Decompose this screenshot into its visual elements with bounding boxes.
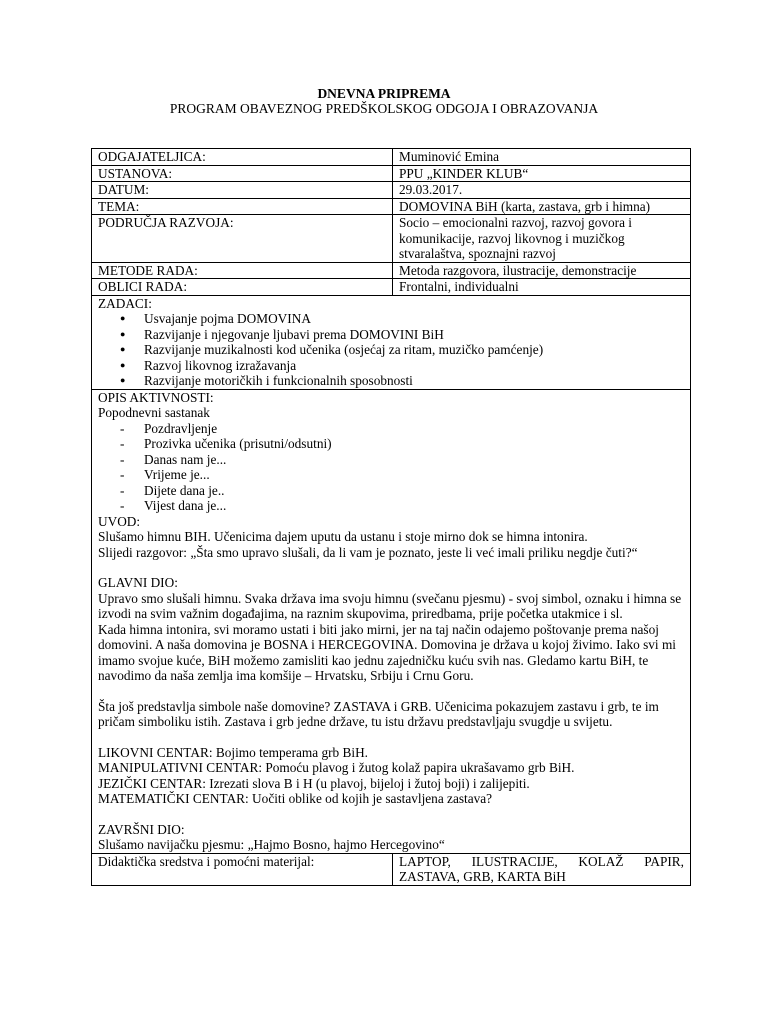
spacer <box>98 560 684 575</box>
row-label: METODE RADA: <box>92 262 393 279</box>
list-item: ● Razvijanje motoričkih i funkcionalnih sposobnosti <box>144 373 684 389</box>
opis-cell <box>92 389 691 853</box>
table-row <box>92 149 691 166</box>
list-item: - Danas nam je... <box>144 452 684 468</box>
zadaci-heading: ZADACI: <box>98 295 152 311</box>
table-row <box>92 262 691 279</box>
table-row <box>92 215 691 263</box>
document-header <box>0 86 768 117</box>
row-value: Frontalni, individualni <box>393 279 691 296</box>
spacer <box>98 807 684 822</box>
didakticka-label: Didaktička sredstva i pomoćni materijal: <box>92 853 393 885</box>
list-item: - Vrijeme je... <box>144 467 684 483</box>
glavni-paragraph: Upravo smo slušali himnu. Svaka država ima svoju himnu (svečanu pjesmu) - svoj simbol, oznaku i himna se izvodi na svim važnim događajima, na raznim skupovima, priredbama, prije početka utakmice i sl. <box>98 590 682 621</box>
zavrsni-paragraph: Slušamo navijačku pjesmu: „Hajmo Bosno, hajmo Hercegovino“ <box>98 837 445 852</box>
didakticka-row <box>92 853 691 885</box>
list-item: - Pozdravljenje <box>144 421 684 437</box>
zadaci-cell <box>92 295 691 389</box>
centar-line: MATEMATIČKI CENTAR: Uočiti oblike od kojih je sastavljena zastava? <box>98 791 493 806</box>
centar-line: MANIPULATIVNI CENTAR: Pomoću plavog i žutog kolaž papira ukrašavamo grb BiH. <box>98 760 575 775</box>
row-label: ODGAJATELJICA: <box>92 149 393 166</box>
zavrsni-heading: ZAVRŠNI DIO: <box>98 821 185 837</box>
uvod-paragraph: Slijedi razgovor: „Šta smo upravo slušali, da li vam je poznato, jeste li već imali priliku negdje čuti?“ <box>98 544 638 560</box>
sastanak-list <box>98 421 684 514</box>
didakticka-line: LAPTOP, ILUSTRACIJE, KOLAŽ PAPIR, <box>399 853 684 869</box>
list-item: ● Razvijanje muzikalnosti kod učenika (osjećaj za ritam, muzičko pamćenje) <box>144 342 684 358</box>
zadaci-row <box>92 295 691 389</box>
row-value: Socio – emocionalni razvoj, razvoj govora i komunikacije, razvoj likovnog i muzičkog stvaralaštva, spoznajni razvoj <box>393 215 691 263</box>
didakticka-line: ZASTAVA, GRB, KARTA BiH <box>399 869 566 884</box>
uvod-heading: UVOD: <box>98 513 141 529</box>
centar-line: LIKOVNI CENTAR: Bojimo temperama grb BiH. <box>98 744 369 760</box>
list-item: - Prozivka učenika (prisutni/odsutni) <box>144 436 684 452</box>
document-title: DNEVNA PRIPREMA <box>317 86 451 101</box>
uvod-paragraph: Slušamo himnu BIH. Učenicima dajem uputu da ustanu i stoje mirno dok se himna intonira. <box>98 529 588 544</box>
table-row <box>92 165 691 182</box>
table-row <box>92 198 691 215</box>
glavni-paragraph: Kada himna intonira, svi moramo ustati i biti jako mirni, jer na taj način odajemo poštovanje prema našoj domovini. A naša domovina je BOSNA i HERCEGOVINA. Domovina je država u kojoj živimo. Iako svi mi imamo svojue kuće, BiH možemo zamisliti kao jednu zajedničku kuću svih nas. Gledamo kartu BiH, te navodimo da naša zemlja ima komšije – Hrvatsku, Srbiju i Crnu Goru. <box>98 621 676 683</box>
opis-row <box>92 389 691 853</box>
document-subtitle: PROGRAM OBAVEZNOG PREDŠKOLSKOG ODGOJA I OBRAZOVANJA <box>169 101 599 116</box>
zadaci-list <box>98 311 684 389</box>
glavni-paragraph: Šta još predstavlja simbole naše domovine? ZASTAVA i GRB. Učenicima pokazujem zastavu i grb, te im pričam simboliku istih. Zastava i grb jedne države, tu istu državu predstavljaju svugdje u svijetu. <box>98 698 659 729</box>
opis-heading: OPIS AKTIVNOSTI: <box>98 389 214 405</box>
table-row <box>92 279 691 296</box>
table-row <box>92 182 691 199</box>
row-value: Muminović Emina <box>393 149 691 166</box>
row-value: PPU „KINDER KLUB“ <box>393 165 691 182</box>
list-item: - Dijete dana je.. <box>144 483 684 499</box>
list-item: ● Usvajanje pojma DOMOVINA <box>144 311 684 327</box>
row-label: USTANOVA: <box>92 165 393 182</box>
row-label: OBLICI RADA: <box>92 279 393 296</box>
spacer <box>98 684 684 699</box>
row-value: Metoda razgovora, ilustracije, demonstracije <box>393 262 691 279</box>
row-value: DOMOVINA BiH (karta, zastava, grb i himna) <box>393 198 691 215</box>
list-item: ● Razvoj likovnog izražavanja <box>144 358 684 374</box>
row-label: PODRUČJA RAZVOJA: <box>92 215 393 263</box>
row-value: 29.03.2017. <box>393 182 691 199</box>
row-label: TEMA: <box>92 198 393 215</box>
glavni-heading: GLAVNI DIO: <box>98 575 178 590</box>
plan-table <box>91 148 691 886</box>
centar-line: JEZIČKI CENTAR: Izrezati slova B i H (u plavoj, bijeloj i žutoj boji) i zalijepiti. <box>98 775 530 791</box>
list-item: - Vijest dana je... <box>144 498 684 514</box>
spacer <box>98 730 684 745</box>
opis-intro: Popodnevni sastanak <box>98 405 210 420</box>
list-item: ● Razvijanje i njegovanje ljubavi prema DOMOVINI BiH <box>144 327 684 343</box>
row-label: DATUM: <box>92 182 393 199</box>
didakticka-value <box>393 853 691 885</box>
